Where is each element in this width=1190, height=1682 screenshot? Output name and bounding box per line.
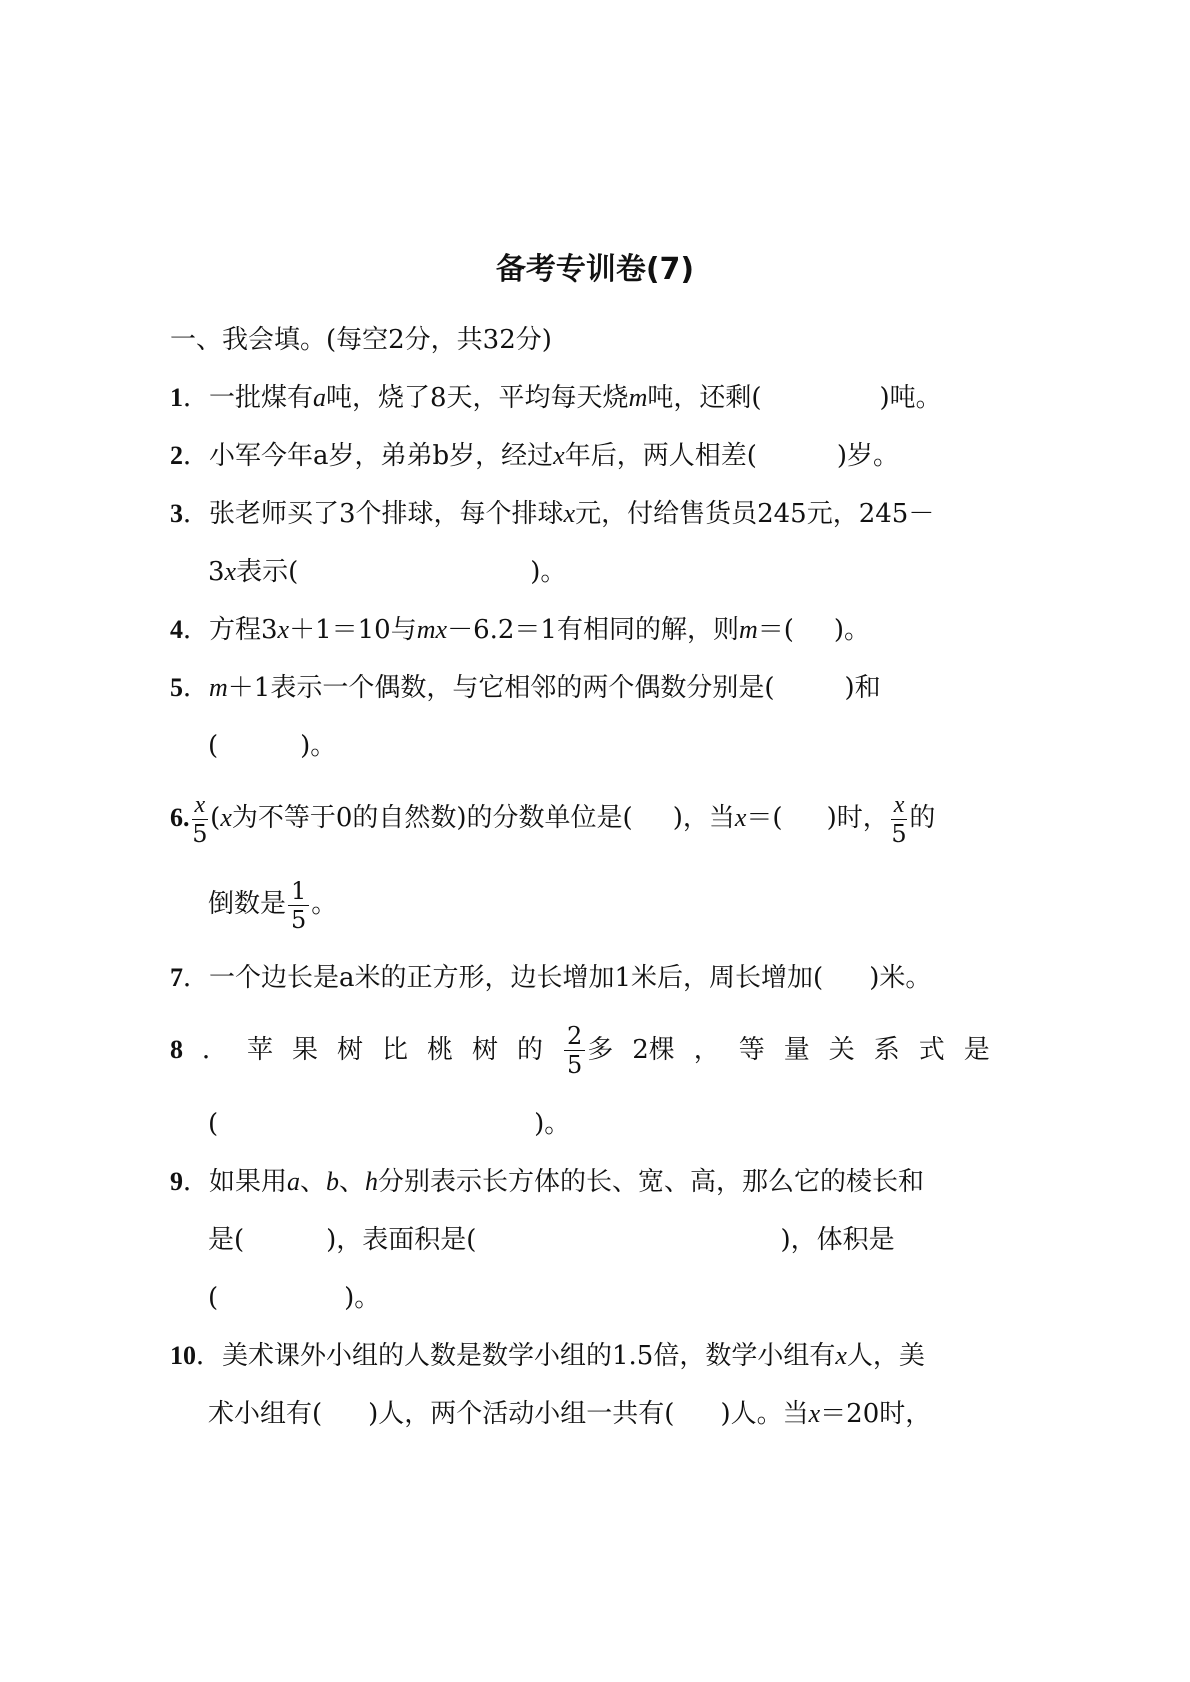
question-2: 2．小军今年a岁，弟弟b岁，经过x年后，两人相差( )岁。 xyxy=(170,441,900,471)
fraction: $\frac{1}{5}$ xyxy=(288,878,309,933)
question-10: 10．美术课外小组的人数是数学小组的1.5倍，数学小组有x人，美 xyxy=(170,1341,925,1371)
question-6: 6. $\frac{x}{5}$ (x为不等于0的自然数)的分数单位是( )，当x＝( )时， $\frac{x}{5}$ 的 xyxy=(170,791,936,848)
question-4: 4．方程3x＋1＝10与mx－6.2＝1有相同的解，则m＝( )。 xyxy=(170,615,871,645)
question-10-line-2: 术小组有( )人，两个活动小组一共有( )人。当x＝20时， xyxy=(208,1399,932,1429)
question-9: 9．如果用a、b、h分别表示长方体的长、宽、高，那么它的棱长和 xyxy=(170,1167,925,1197)
question-1: 1．一批煤有a吨，烧了8天，平均每天烧m吨，还剩( )吨。 xyxy=(170,383,942,413)
question-number: 5 xyxy=(170,673,183,702)
question-3: 3．张老师买了3个排球，每个排球x元，付给售货员245元，245－ xyxy=(170,499,935,529)
question-7: 7．一个边长是a米的正方形，边长增加1米后，周长增加( )米。 xyxy=(170,963,932,993)
question-8-line-2: ( )。 xyxy=(208,1109,571,1139)
page-title: 备考专训卷(7) xyxy=(495,252,695,287)
question-number: 8 xyxy=(170,1035,183,1064)
question-number: 4 xyxy=(170,615,183,644)
question-number: 2 xyxy=(170,441,183,470)
question-9-line-2: 是( )，表面积是( )，体积是 xyxy=(208,1225,895,1255)
fraction: $\frac{x}{5}$ xyxy=(891,791,907,848)
question-number: 9 xyxy=(170,1167,183,1196)
question-number: 6. xyxy=(170,803,190,832)
question-number: 10 xyxy=(170,1341,196,1370)
section-heading: 一、我会填。(每空2分，共32分) xyxy=(170,325,552,355)
fraction: $\frac{2}{5}$ xyxy=(564,1023,585,1078)
question-8: 8 ． 苹 果 树 比 桃 树 的 $\frac{2}{5}$ 多 2棵 ， 等 量 关 系 式 是 xyxy=(170,1021,990,1079)
question-3-line-2: 3x表示( )。 xyxy=(208,557,567,587)
question-number: 7 xyxy=(170,963,183,992)
question-number: 1 xyxy=(170,383,183,412)
fraction: $\frac{x}{5}$ xyxy=(192,791,208,848)
question-9-line-3: ( )。 xyxy=(208,1283,381,1313)
question-5-line-2: ( )。 xyxy=(208,731,337,761)
question-5: 5．m＋1表示一个偶数，与它相邻的两个偶数分别是( )和 xyxy=(170,673,881,703)
fraction-group: $\frac{2}{5}$ 多 xyxy=(562,1020,613,1080)
question-number: 3 xyxy=(170,499,183,528)
question-6-line-2: 倒数是 $\frac{1}{5}$ 。 xyxy=(208,876,338,934)
